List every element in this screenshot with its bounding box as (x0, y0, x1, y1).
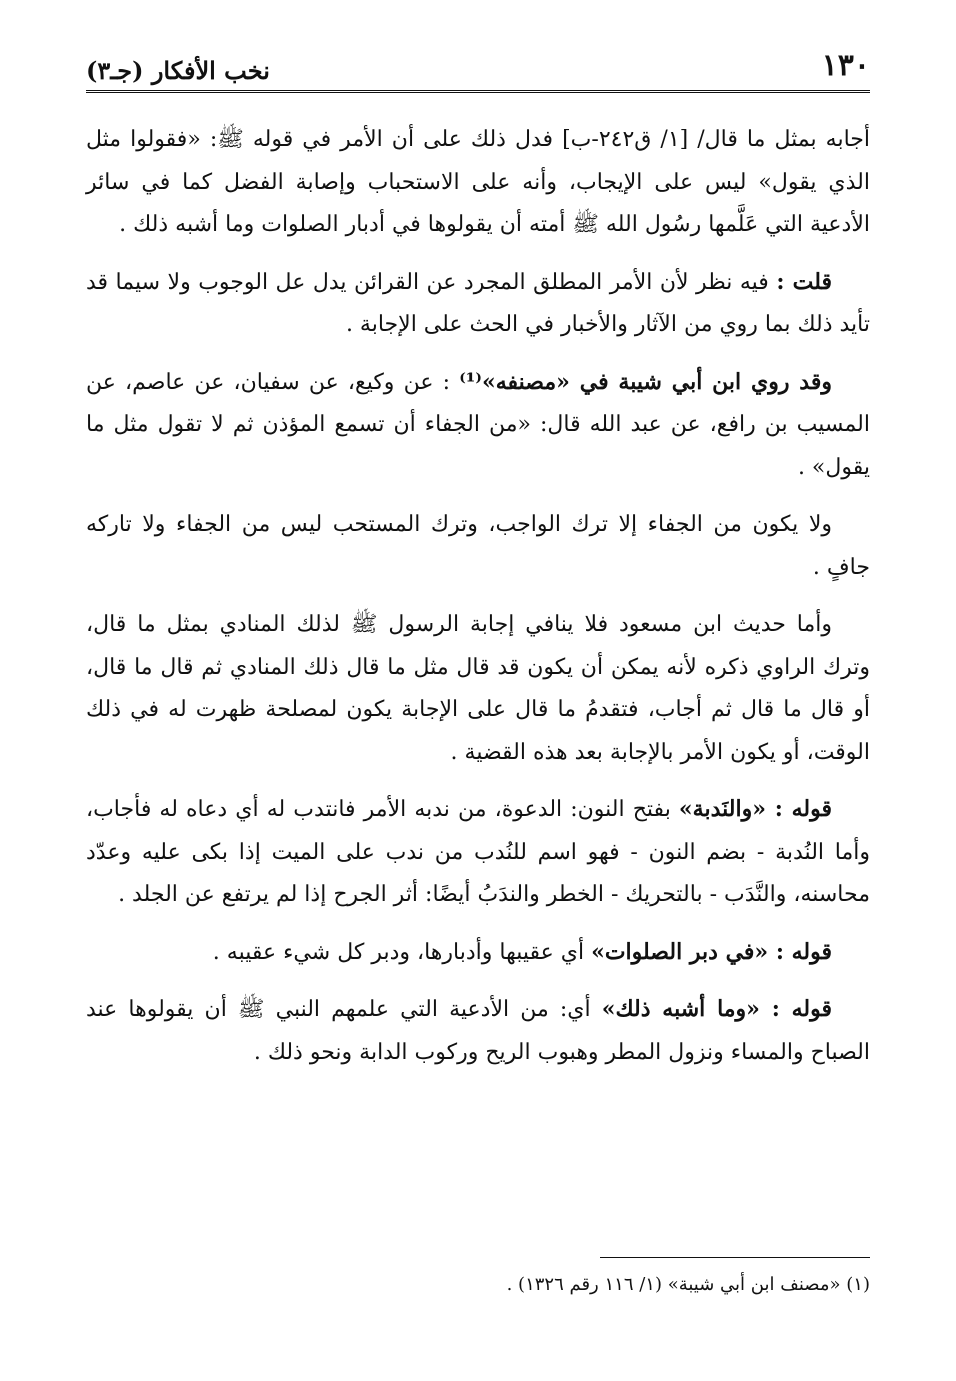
paragraph (86, 361, 870, 490)
paragraph-text: أي عقيبها وأدبارها، ودبر كل شيء عقيبه . (212, 939, 592, 965)
paragraph (86, 261, 870, 347)
paragraph (86, 118, 870, 247)
main-text (86, 118, 870, 1088)
paragraph-lead: وقد روي ابن أبي شيبة في «مصنفه»⁽¹⁾ (459, 368, 832, 395)
paragraph-lead: قوله : «في دبر الصلوات» (591, 938, 832, 965)
paragraph (86, 931, 870, 975)
page-header (86, 42, 870, 92)
page-number: ١٣٠ (821, 48, 870, 83)
footnote: (١) «مصنف ابن أبي شيبة» (١/ ١١٦ رقم ١٣٢٦) . (506, 1274, 870, 1295)
paragraph (86, 603, 870, 774)
paragraph-text: أجابه بمثل ما قال/ [١/ ق٢٤٢-ب] فدل ذلك على أن الأمر في قوله ﷺ: «فقولوا مثل الذي يقول» ليس على الإيجاب، وأنه على الاستحباب وإصابة الفضل كما في سائر الأدعية التي عَلَّمها رسُول الله ﷺ أمته أن يقولوها في أدبار الصلوات وما أشبه ذلك . (86, 127, 870, 237)
paragraph (86, 788, 870, 917)
paragraph-text: فيه نظر لأن الأمر المطلق المجرد عن القرائن يدل عل الوجوب ولا سيما قد تأيد ذلك بما روي من الآثار والأخبار في الحث على الإجابة . (86, 269, 870, 337)
running-title: نخب الأفكار (جـ٣) (86, 56, 270, 85)
paragraph-text: أي: من الأدعية التي علمهم النبي ﷺ أن يقولوها عند الصباح والمساء ونزول المطر وهبوب الريح وركوب الدابة ونحو ذلك . (86, 997, 870, 1065)
paragraph-lead: قوله : «وما أشبه ذلك» (601, 996, 832, 1022)
footnote-rule (600, 1257, 870, 1258)
paragraph-text: وأما حديث ابن مسعود فلا ينافي إجابة الرسول ﷺ لذلك المنادي بمثل ما قال، وترك الراوي ذكره لأنه يمكن أن يكون قد قال مثل ما قال ذلك المنادي ثم قال ما قال، أو قال ما قال ثم أجاب، فتقدمُ ما قال على الإجابة يكون لمصلحة ظهرت له في ذلك الوقت، أو يكون الأمر بالإجابة بعد هذه القضية . (86, 612, 870, 765)
paragraph-lead: قوله : «والنَدبة» (678, 796, 832, 822)
paragraph (86, 503, 870, 589)
paragraph-text: ولا يكون من الجفاء إلا ترك الواجب، وترك المستحب ليس من الجفاء ولا تاركه جافٍ . (86, 512, 870, 580)
paragraph (86, 988, 870, 1074)
paragraph-text: : عن وكيع، عن سفيان، عن عاصم، عن المسيب بن رافع، عن عبد الله قال: «من الجفاء أن تسمع المؤذن ثم لا تقول مثل ما يقول» . (86, 369, 870, 480)
paragraph-lead: قلت : (776, 268, 832, 295)
header-rule (86, 90, 870, 93)
footnotes (86, 1270, 870, 1300)
paragraph-text: بفتح النون: الدعوة، من ندبه الأمر فانتدب له أي دعاه له فأجاب، وأما النُدبة - بضم النون - فهو اسم للنُدب من ندب على الميت إذا بكى عليه وعدّد محاسنه، والنَّدَب - بالتحريك - الخطر والندَبُ أيضًا: أثر الجرح إذا لم يرتفع عن الجلد . (86, 797, 870, 907)
